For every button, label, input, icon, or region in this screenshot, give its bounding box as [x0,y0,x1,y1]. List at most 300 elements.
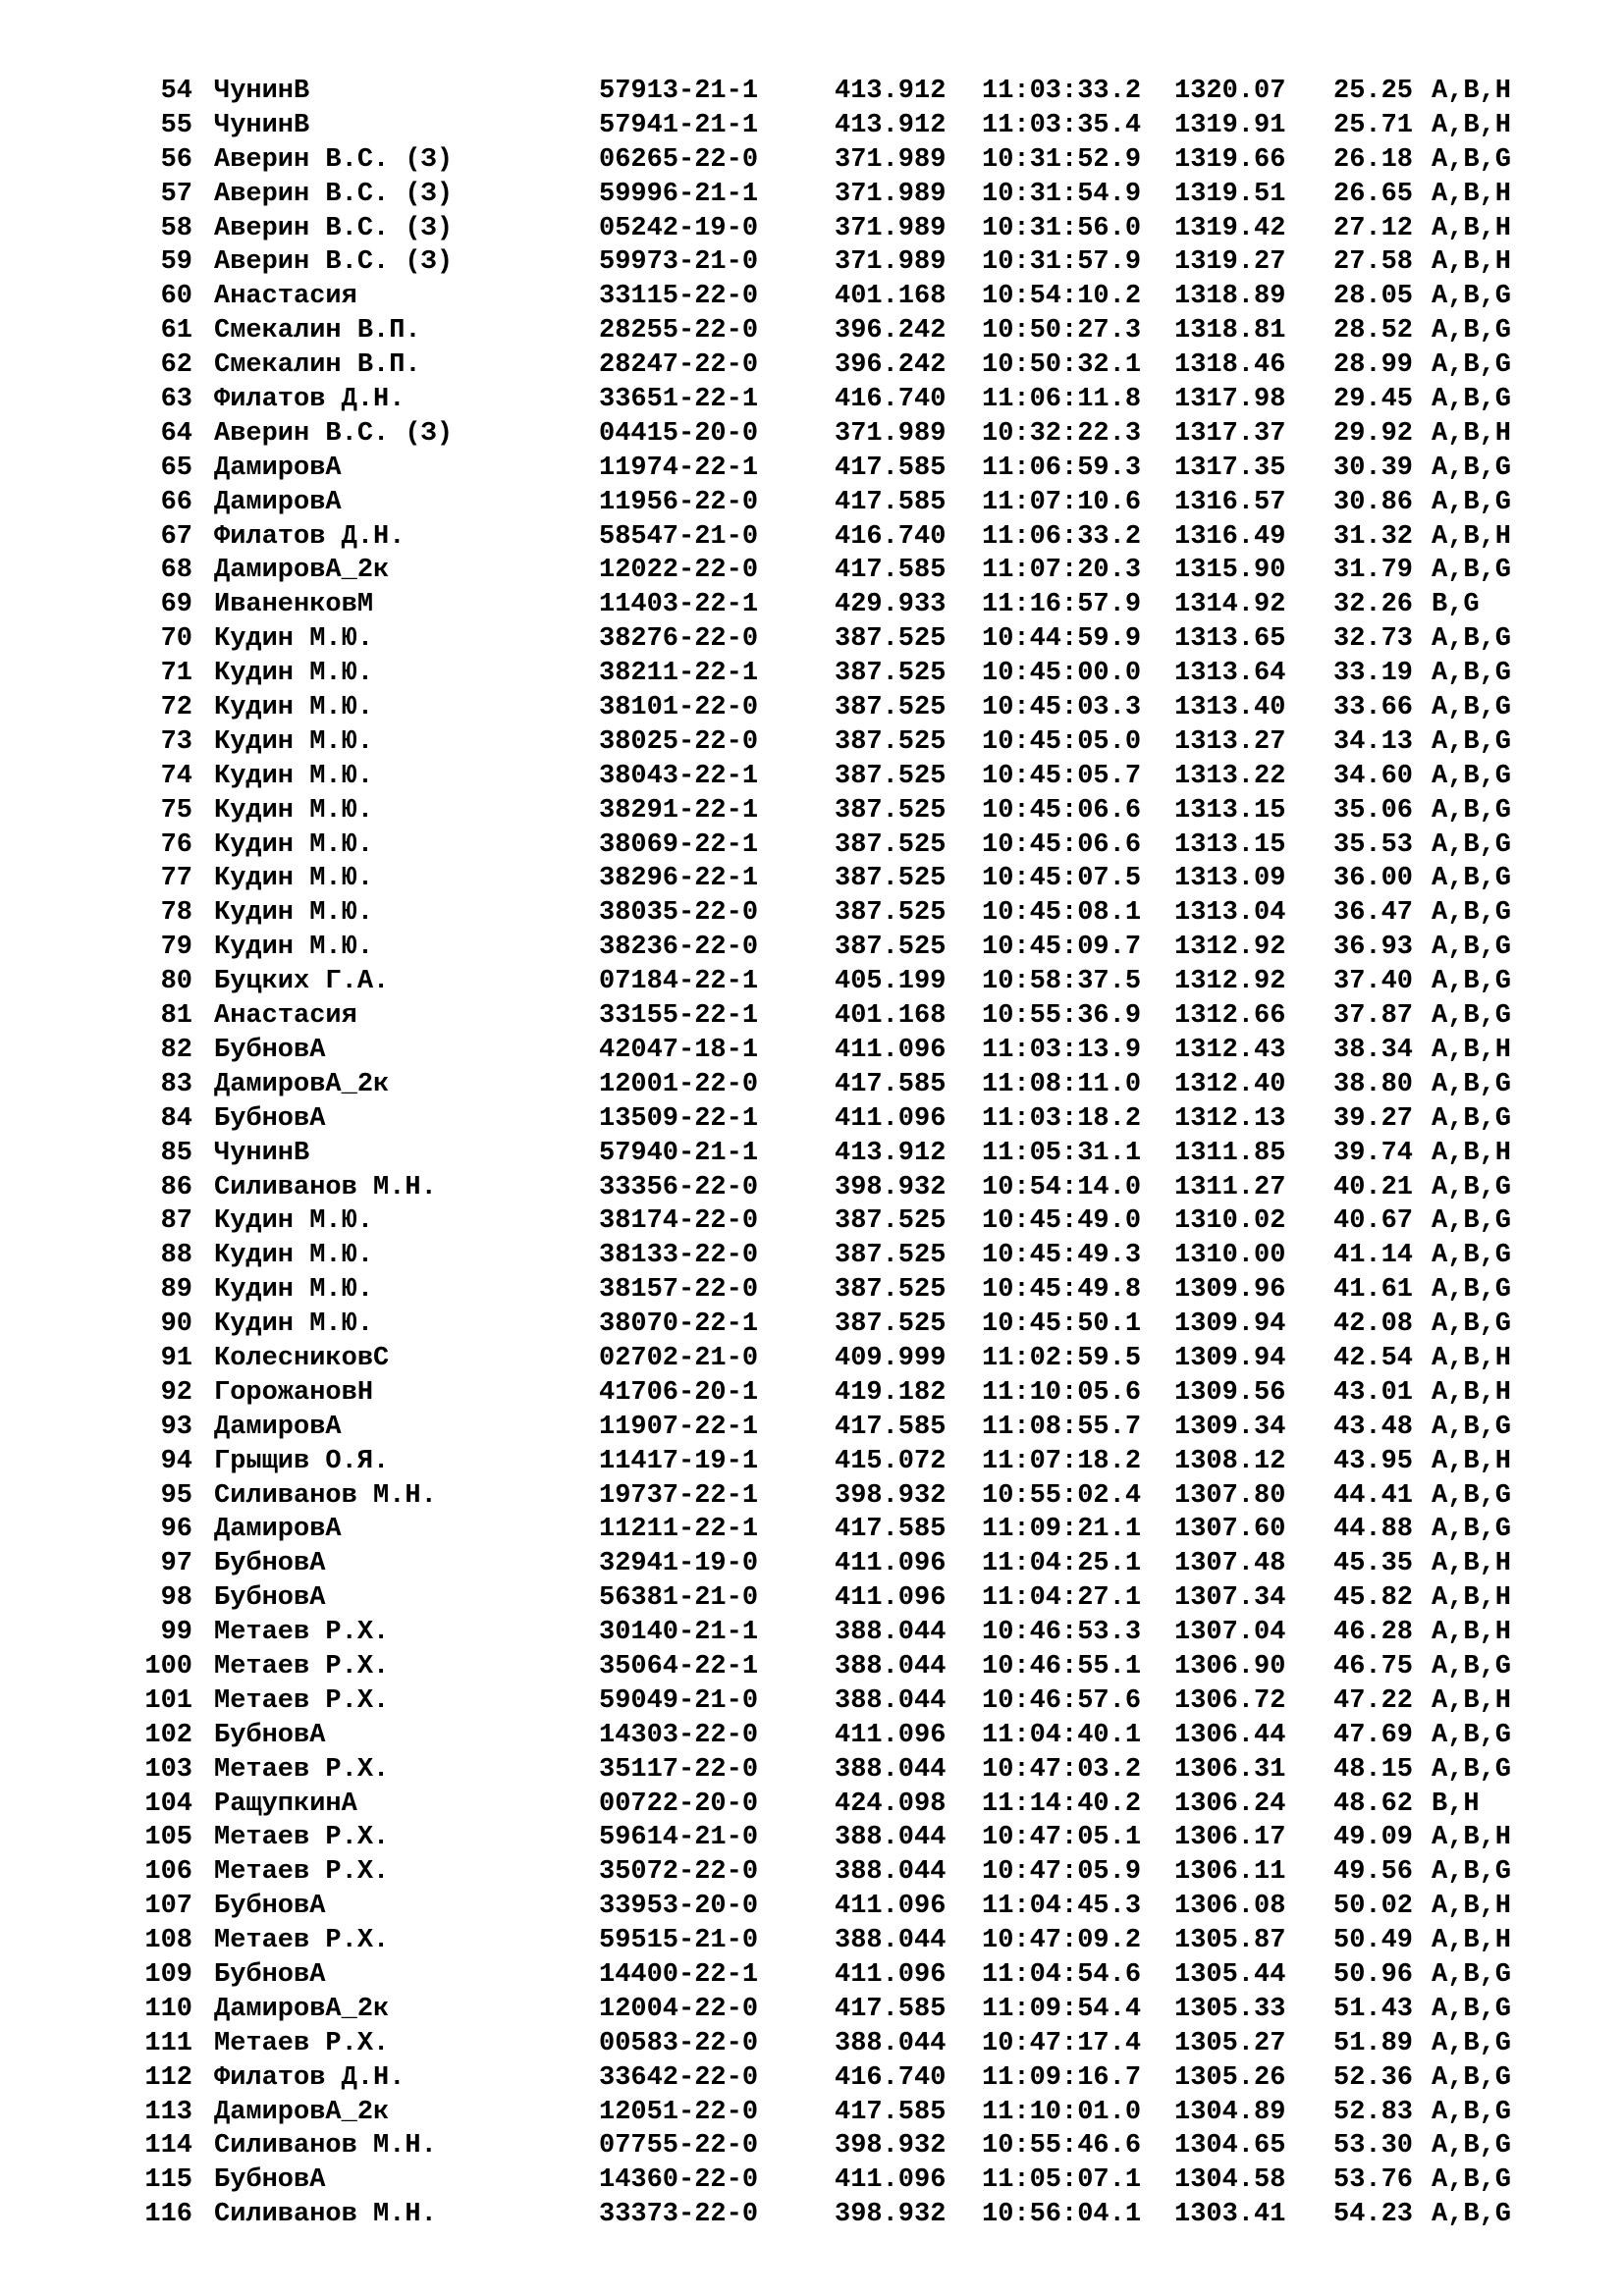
ring-code: 04415-20-0 [599,418,759,449]
coefficient-value: 49.09 [1333,1823,1414,1853]
participant-name: Кудин М.Ю. [214,933,374,963]
coefficient-value: 32.73 [1333,624,1414,655]
arrival-time: 11:06:59.3 [982,453,1142,483]
arrival-time: 10:45:49.3 [982,1241,1142,1271]
arrival-time: 11:07:20.3 [982,556,1142,586]
participant-name: Аверин В.С. (З) [214,418,454,449]
coefficient-value: 34.13 [1333,726,1414,757]
arrival-time: 11:05:07.1 [982,2165,1142,2196]
row-number: 75 [160,795,192,826]
participant-name: Метаев Р.Х. [214,1618,390,1648]
distance-value: 388.044 [835,1618,947,1648]
speed-score: 1312.66 [1174,1001,1286,1032]
participant-name: БубновА [214,1720,326,1750]
participant-name: ДамировА_2к [214,1069,390,1099]
row-number: 54 [160,77,192,106]
distance-value: 398.932 [835,1480,947,1511]
participant-name: Анастасия [214,282,357,312]
ring-code: 59996-21-1 [599,179,759,209]
ring-code: 35072-22-0 [599,1857,759,1888]
category-flags: A,B,G [1432,2062,1512,2093]
arrival-time: 10:31:52.9 [982,144,1142,175]
speed-score: 1306.31 [1174,1754,1286,1785]
participant-name: БубновА [214,1959,326,1990]
speed-score: 1313.22 [1174,761,1286,791]
row-number: 66 [160,487,192,517]
row-number: 86 [160,1172,192,1202]
distance-value: 415.072 [835,1446,947,1476]
speed-score: 1319.42 [1174,213,1286,243]
row-number: 90 [160,1309,192,1340]
participant-name: Метаев Р.Х. [214,1926,390,1956]
participant-name: Кудин М.Ю. [214,624,374,655]
arrival-time: 11:02:59.5 [982,1343,1142,1373]
row-number: 91 [160,1343,192,1373]
participant-name: Силиванов М.Н. [214,2200,437,2230]
ring-code: 11417-19-1 [599,1446,759,1476]
coefficient-value: 25.71 [1333,110,1414,140]
arrival-time: 10:45:03.3 [982,693,1142,723]
category-flags: A,B,G [1432,2028,1512,2058]
coefficient-value: 39.27 [1333,1103,1414,1134]
participant-name: Кудин М.Ю. [214,659,374,689]
coefficient-value: 36.47 [1333,898,1414,929]
arrival-time: 10:31:56.0 [982,213,1142,243]
speed-score: 1309.94 [1174,1309,1286,1340]
distance-value: 401.168 [835,282,947,312]
ring-code: 59614-21-0 [599,1823,759,1853]
arrival-time: 10:55:46.6 [982,2131,1142,2162]
speed-score: 1306.11 [1174,1857,1286,1888]
row-number: 76 [160,829,192,860]
category-flags: A,B,G [1432,967,1512,997]
distance-value: 413.912 [835,77,947,106]
category-flags: A,B,G [1432,1994,1512,2024]
distance-value: 411.096 [835,1549,947,1579]
ring-code: 38025-22-0 [599,726,759,757]
coefficient-value: 33.66 [1333,693,1414,723]
coefficient-value: 43.01 [1333,1377,1414,1408]
row-number: 94 [160,1446,192,1476]
ring-code: 57940-21-1 [599,1138,759,1168]
speed-score: 1307.60 [1174,1515,1286,1545]
coefficient-value: 39.74 [1333,1138,1414,1168]
category-flags: A,B,G [1432,1241,1512,1271]
coefficient-value: 41.61 [1333,1275,1414,1306]
arrival-time: 10:44:59.9 [982,624,1142,655]
speed-score: 1305.87 [1174,1926,1286,1956]
participant-name: Аверин В.С. (З) [214,144,454,175]
participant-name: Кудин М.Ю. [214,898,374,929]
arrival-time: 10:47:09.2 [982,1926,1142,1956]
coefficient-value: 41.14 [1333,1241,1414,1271]
row-number: 63 [160,385,192,415]
participant-name: ЧунинВ [214,77,310,106]
speed-score: 1312.40 [1174,1069,1286,1099]
arrival-time: 11:04:54.6 [982,1959,1142,1990]
ring-code: 30140-21-1 [599,1618,759,1648]
speed-score: 1313.65 [1174,624,1286,655]
category-flags: A,B,H [1432,247,1512,278]
ring-code: 00722-20-0 [599,1789,759,1819]
arrival-time: 11:03:18.2 [982,1103,1142,1134]
category-flags: A,B,G [1432,282,1512,312]
row-number: 72 [160,693,192,723]
ring-code: 06265-22-0 [599,144,759,175]
category-flags: A,B,G [1432,761,1512,791]
arrival-time: 11:03:13.9 [982,1035,1142,1065]
arrival-time: 11:04:25.1 [982,1549,1142,1579]
row-number: 109 [144,1959,192,1990]
category-flags: A,B,G [1432,829,1512,860]
speed-score: 1305.33 [1174,1994,1286,2024]
speed-score: 1306.24 [1174,1789,1286,1819]
participant-name: Метаев Р.Х. [214,1857,390,1888]
ring-code: 32941-19-0 [599,1549,759,1579]
row-number: 113 [144,2097,192,2127]
distance-value: 417.585 [835,1515,947,1545]
ring-code: 07755-22-0 [599,2131,759,2162]
category-flags: A,B,H [1432,1343,1512,1373]
participant-name: Буцких Г.А. [214,967,390,997]
ring-code: 38043-22-1 [599,761,759,791]
ring-code: 12001-22-0 [599,1069,759,1099]
arrival-time: 11:04:45.3 [982,1892,1142,1922]
speed-score: 1310.02 [1174,1206,1286,1237]
coefficient-value: 53.30 [1333,2131,1414,2162]
distance-value: 371.989 [835,144,947,175]
participant-name: Анастасия [214,1001,357,1032]
participant-name: Кудин М.Ю. [214,1241,374,1271]
speed-score: 1306.44 [1174,1720,1286,1750]
coefficient-value: 29.45 [1333,385,1414,415]
speed-score: 1309.96 [1174,1275,1286,1306]
participant-name: БубновА [214,1549,326,1579]
category-flags: A,B,G [1432,1309,1512,1340]
speed-score: 1309.34 [1174,1412,1286,1442]
arrival-time: 10:45:49.0 [982,1206,1142,1237]
row-number: 69 [160,590,192,620]
arrival-time: 10:45:06.6 [982,829,1142,860]
speed-score: 1304.65 [1174,2131,1286,2162]
distance-value: 388.044 [835,1857,947,1888]
category-flags: A,B,G [1432,1069,1512,1099]
distance-value: 398.932 [835,2200,947,2230]
ring-code: 38133-22-0 [599,1241,759,1271]
category-flags: A,B,G [1432,556,1512,586]
distance-value: 411.096 [835,1103,947,1134]
arrival-time: 11:09:54.4 [982,1994,1142,2024]
ring-code: 38070-22-1 [599,1309,759,1340]
distance-value: 411.096 [835,1583,947,1614]
arrival-time: 11:06:11.8 [982,385,1142,415]
speed-score: 1318.46 [1174,350,1286,381]
row-number: 104 [144,1789,192,1819]
category-flags: A,B,G [1432,1103,1512,1134]
ring-code: 38035-22-0 [599,898,759,929]
row-number: 81 [160,1001,192,1032]
arrival-time: 11:14:40.2 [982,1789,1142,1819]
ring-code: 59049-21-0 [599,1685,759,1716]
ring-code: 14400-22-1 [599,1959,759,1990]
speed-score: 1316.49 [1174,521,1286,552]
coefficient-value: 47.69 [1333,1720,1414,1750]
distance-value: 387.525 [835,1206,947,1237]
arrival-time: 10:58:37.5 [982,967,1142,997]
distance-value: 424.098 [835,1789,947,1819]
row-number: 110 [144,1994,192,2024]
participant-name: Силиванов М.Н. [214,1480,437,1511]
coefficient-value: 43.48 [1333,1412,1414,1442]
coefficient-value: 29.92 [1333,418,1414,449]
category-flags: A,B,H [1432,179,1512,209]
row-number: 80 [160,967,192,997]
category-flags: A,B,G [1432,659,1512,689]
participant-name: Метаев Р.Х. [214,1754,390,1785]
coefficient-value: 45.82 [1333,1583,1414,1614]
row-number: 97 [160,1549,192,1579]
row-number: 64 [160,418,192,449]
arrival-time: 10:46:57.6 [982,1685,1142,1716]
ring-code: 38236-22-0 [599,933,759,963]
coefficient-value: 26.18 [1333,144,1414,175]
participant-name: Метаев Р.Х. [214,1685,390,1716]
distance-value: 411.096 [835,2165,947,2196]
speed-score: 1313.09 [1174,864,1286,894]
ring-code: 33115-22-0 [599,282,759,312]
ring-code: 11403-22-1 [599,590,759,620]
arrival-time: 10:45:07.5 [982,864,1142,894]
speed-score: 1306.17 [1174,1823,1286,1853]
category-flags: B,H [1432,1789,1480,1819]
speed-score: 1314.92 [1174,590,1286,620]
participant-name: Смекалин В.П. [214,350,421,381]
category-flags: A,B,G [1432,1754,1512,1785]
row-number: 99 [160,1618,192,1648]
distance-value: 387.525 [835,1275,947,1306]
coefficient-value: 30.39 [1333,453,1414,483]
participant-name: Кудин М.Ю. [214,761,374,791]
ring-code: 38101-22-0 [599,693,759,723]
distance-value: 387.525 [835,659,947,689]
speed-score: 1313.04 [1174,898,1286,929]
coefficient-value: 47.22 [1333,1685,1414,1716]
category-flags: A,B,G [1432,1515,1512,1545]
speed-score: 1304.58 [1174,2165,1286,2196]
coefficient-value: 37.87 [1333,1001,1414,1032]
category-flags: A,B,H [1432,1549,1512,1579]
ring-code: 19737-22-1 [599,1480,759,1511]
coefficient-value: 30.86 [1333,487,1414,517]
participant-name: Кудин М.Ю. [214,1206,374,1237]
row-number: 87 [160,1206,192,1237]
category-flags: A,B,G [1432,144,1512,175]
distance-value: 411.096 [835,1892,947,1922]
row-number: 98 [160,1583,192,1614]
participant-name: Кудин М.Ю. [214,693,374,723]
speed-score: 1309.56 [1174,1377,1286,1408]
ring-code: 38157-22-0 [599,1275,759,1306]
row-number: 116 [144,2200,192,2230]
category-flags: A,B,G [1432,2165,1512,2196]
distance-value: 429.933 [835,590,947,620]
speed-score: 1307.34 [1174,1583,1286,1614]
arrival-time: 10:56:04.1 [982,2200,1142,2230]
arrival-time: 11:06:33.2 [982,521,1142,552]
coefficient-value: 48.62 [1333,1789,1414,1819]
speed-score: 1312.92 [1174,967,1286,997]
category-flags: A,B,H [1432,1138,1512,1168]
participant-name: Кудин М.Ю. [214,726,374,757]
arrival-time: 10:45:00.0 [982,659,1142,689]
row-number: 73 [160,726,192,757]
distance-value: 387.525 [835,1309,947,1340]
ring-code: 59515-21-0 [599,1926,759,1956]
distance-value: 411.096 [835,1035,947,1065]
row-number: 77 [160,864,192,894]
row-number: 103 [144,1754,192,1785]
speed-score: 1317.98 [1174,385,1286,415]
row-number: 61 [160,316,192,347]
distance-value: 388.044 [835,1754,947,1785]
category-flags: A,B,G [1432,624,1512,655]
arrival-time: 11:09:16.7 [982,2062,1142,2093]
distance-value: 388.044 [835,1926,947,1956]
row-number: 115 [144,2165,192,2196]
participant-name: Аверин В.С. (З) [214,179,454,209]
speed-score: 1316.57 [1174,487,1286,517]
coefficient-value: 54.23 [1333,2200,1414,2230]
distance-value: 416.740 [835,385,947,415]
arrival-time: 10:55:02.4 [982,1480,1142,1511]
row-number: 84 [160,1103,192,1134]
arrival-time: 10:32:22.3 [982,418,1142,449]
distance-value: 388.044 [835,1823,947,1853]
participant-name: Филатов Д.Н. [214,385,406,415]
row-number: 108 [144,1926,192,1956]
category-flags: A,B,G [1432,1001,1512,1032]
speed-score: 1310.00 [1174,1241,1286,1271]
ring-code: 11907-22-1 [599,1412,759,1442]
category-flags: A,B,G [1432,2097,1512,2127]
arrival-time: 10:45:09.7 [982,933,1142,963]
participant-name: Кудин М.Ю. [214,829,374,860]
coefficient-value: 51.43 [1333,1994,1414,2024]
speed-score: 1312.43 [1174,1035,1286,1065]
coefficient-value: 45.35 [1333,1549,1414,1579]
speed-score: 1305.26 [1174,2062,1286,2093]
coefficient-value: 38.80 [1333,1069,1414,1099]
category-flags: A,B,G [1432,350,1512,381]
coefficient-value: 40.67 [1333,1206,1414,1237]
distance-value: 387.525 [835,726,947,757]
distance-value: 371.989 [835,418,947,449]
row-number: 101 [144,1685,192,1716]
coefficient-value: 28.52 [1333,316,1414,347]
ring-code: 11211-22-1 [599,1515,759,1545]
participant-name: БубновА [214,1892,326,1922]
row-number: 82 [160,1035,192,1065]
coefficient-value: 48.15 [1333,1754,1414,1785]
speed-score: 1312.92 [1174,933,1286,963]
category-flags: A,B,G [1432,385,1512,415]
row-number: 58 [160,213,192,243]
ring-code: 33373-22-0 [599,2200,759,2230]
ring-code: 33953-20-0 [599,1892,759,1922]
distance-value: 387.525 [835,624,947,655]
coefficient-value: 26.65 [1333,179,1414,209]
category-flags: A,B,H [1432,213,1512,243]
ring-code: 07184-22-1 [599,967,759,997]
row-number: 67 [160,521,192,552]
participant-name: Кудин М.Ю. [214,795,374,826]
category-flags: A,B,H [1432,1685,1512,1716]
participant-name: БубновА [214,1035,326,1065]
speed-score: 1319.51 [1174,179,1286,209]
ring-code: 38296-22-1 [599,864,759,894]
category-flags: A,B,G [1432,898,1512,929]
participant-name: ЧунинВ [214,1138,310,1168]
ring-code: 12004-22-0 [599,1994,759,2024]
row-number: 96 [160,1515,192,1545]
category-flags: A,B,G [1432,1720,1512,1750]
participant-name: ДамировА [214,453,342,483]
row-number: 83 [160,1069,192,1099]
speed-score: 1319.27 [1174,247,1286,278]
ring-code: 33155-22-1 [599,1001,759,1032]
ring-code: 28247-22-0 [599,350,759,381]
distance-value: 413.912 [835,110,947,140]
speed-score: 1313.64 [1174,659,1286,689]
speed-score: 1311.27 [1174,1172,1286,1202]
row-number: 68 [160,556,192,586]
speed-score: 1319.91 [1174,110,1286,140]
distance-value: 387.525 [835,829,947,860]
category-flags: A,B,G [1432,1275,1512,1306]
row-number: 106 [144,1857,192,1888]
participant-name: БубновА [214,1103,326,1134]
arrival-time: 10:45:08.1 [982,898,1142,929]
row-number: 88 [160,1241,192,1271]
participant-name: Грыщив О.Я. [214,1446,390,1476]
speed-score: 1313.27 [1174,726,1286,757]
arrival-time: 10:54:10.2 [982,282,1142,312]
distance-value: 398.932 [835,2131,947,2162]
distance-value: 417.585 [835,1994,947,2024]
speed-score: 1309.94 [1174,1343,1286,1373]
ring-code: 35117-22-0 [599,1754,759,1785]
category-flags: A,B,H [1432,77,1512,106]
ring-code: 57913-21-1 [599,77,759,106]
row-number: 70 [160,624,192,655]
coefficient-value: 44.41 [1333,1480,1414,1511]
distance-value: 417.585 [835,487,947,517]
coefficient-value: 33.19 [1333,659,1414,689]
row-number: 59 [160,247,192,278]
row-number: 100 [144,1651,192,1682]
distance-value: 413.912 [835,1138,947,1168]
ring-code: 28255-22-0 [599,316,759,347]
category-flags: A,B,G [1432,2200,1512,2230]
arrival-time: 10:47:17.4 [982,2028,1142,2058]
arrival-time: 10:45:49.8 [982,1275,1142,1306]
distance-value: 396.242 [835,350,947,381]
distance-value: 388.044 [835,1651,947,1682]
category-flags: A,B,G [1432,1206,1512,1237]
speed-score: 1304.89 [1174,2097,1286,2127]
ring-code: 38276-22-0 [599,624,759,655]
category-flags: A,B,G [1432,2131,1512,2162]
